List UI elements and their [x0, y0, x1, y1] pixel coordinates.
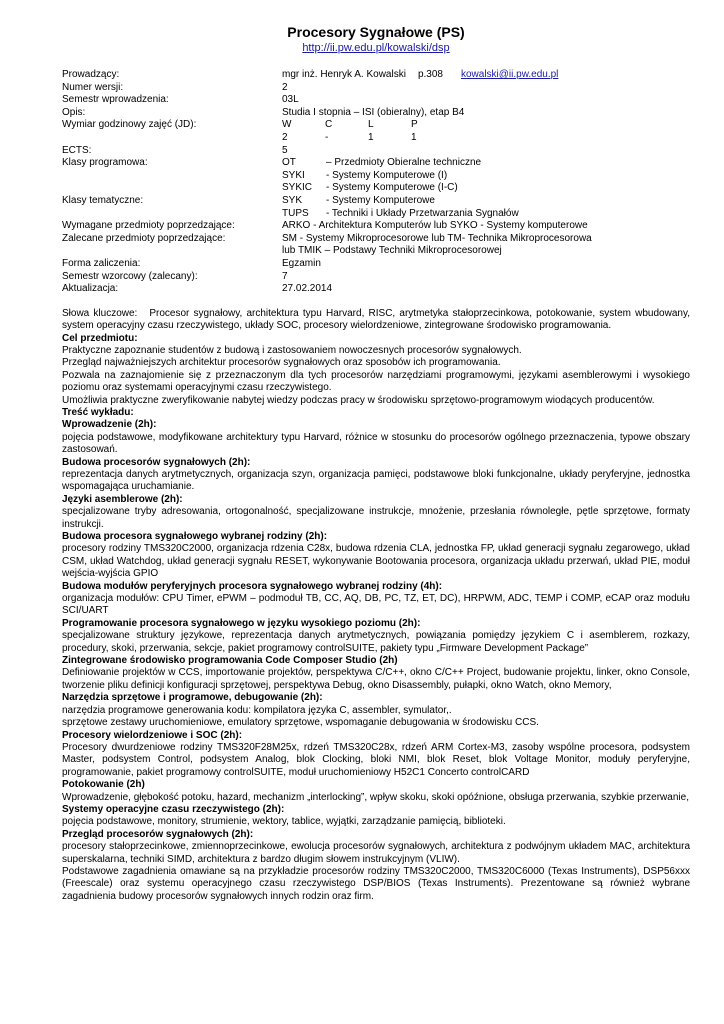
topic-text: sprzętowe zestawy uruchomieniowe, emulatory sprzętowe, wspomaganie debugowania w środowisku CCS.	[62, 717, 539, 729]
meta-row-semestr-wprowadzenia	[62, 94, 690, 107]
course-metadata	[62, 69, 690, 296]
hours-header-c: C	[325, 119, 333, 131]
meta-row-prowadzacy	[62, 69, 690, 82]
class-code: TUPS	[282, 207, 309, 219]
document-page	[62, 24, 690, 903]
topic-heading: Budowa procesora sygnałowego wybranej rodziny (2h):	[62, 531, 328, 542]
topic-text: specjalizowane struktury językowe, reprezentacja danych arytmetycznych, powiązania pomiędzy językiem C i asemblerem, rozkazy, procedury, skoki, przerwania, sekcje, pakiet programowy controlSUITE, pakiety typu „Firmware Development Package”	[62, 630, 690, 654]
meta-label: Opis:	[62, 106, 86, 118]
hours-header-l: L	[368, 119, 374, 131]
meta-value: ARKO - Architektura Komputerów lub SYKO - Systemy komputerowe	[282, 220, 588, 232]
paragraph: Praktyczne zapoznanie studentów z budową i zastosowaniem nowoczesnych procesorów sygnałowych.	[62, 344, 522, 356]
meta-value: 7	[282, 270, 288, 282]
meta-row-aktualizacja	[62, 283, 690, 296]
meta-row-klasy-programowa	[62, 157, 690, 170]
topic-heading: Potokowanie (2h)	[62, 779, 145, 791]
meta-value: 5	[282, 144, 288, 156]
meta-label: Semestr wzorcowy (zalecany):	[62, 270, 198, 282]
meta-label: Wymagane przedmioty poprzedzające:	[62, 220, 235, 232]
meta-value: 03L	[282, 94, 299, 106]
topic-text: narzędzia programowe generowania kodu: kompilatora języka C, assembler, symulator,.	[62, 704, 452, 716]
meta-row-wymiar	[62, 119, 690, 132]
topic-text: Procesory dwurdzeniowe rodziny TMS320F28M25x, rdzeń TMS320C28x, rdzeń ARM Cortex-M3, zasoby wspólne procesora, podsystem Master, podsystem Control, podsystem Analog, blok Clocking, bloki NMI, blok Reset, blok Voltage Monitor, moduły peryferyjne, programowanie, pakiet programowy controlSUITE, moduł uruchomieniowy H52C1 Concerto controlCARD	[62, 741, 690, 778]
instructor-name: mgr inż. Henryk A. Kowalski	[282, 69, 406, 80]
topic-heading: Przegląd procesorów sygnałowych (2h):	[62, 828, 254, 840]
topic-heading: Systemy operacyjne czasu rzeczywistego (2h):	[62, 803, 285, 815]
page-title: Procesory Sygnałowe (PS)	[287, 24, 465, 40]
meta-row-numer	[62, 82, 690, 95]
meta-label: Forma zaliczenia:	[62, 257, 141, 269]
topic-text: reprezentacja danych arytmetycznych, organizacja szyn, organizacja pamięci, podstawowe bloki funkcjonalne, układy peryferyjne, jednostka wspomagająca uruchamianie.	[62, 468, 690, 493]
meta-row-semestr-wzorcowy	[62, 271, 690, 284]
topic-heading: Wprowadzenie (2h):	[62, 419, 157, 431]
meta-row-ects	[62, 145, 690, 158]
topic-heading: Zintegrowane środowisko programowania Code Composer Studio (2h)	[62, 655, 398, 667]
meta-label: Klasy tematyczne:	[62, 194, 144, 206]
meta-label: Numer wersji:	[62, 81, 124, 93]
meta-row-klasy-programowa	[62, 170, 690, 183]
instructor-room: p.308	[417, 69, 443, 80]
instructor-email-link[interactable]: kowalski@ii.pw.edu.pl	[460, 69, 559, 80]
meta-row-klasy-tematyczne	[62, 208, 690, 221]
meta-row-klasy-programowa	[62, 182, 690, 195]
class-desc: - Systemy Komputerowe (I-C)	[326, 182, 458, 194]
meta-label: Prowadzący:	[62, 69, 120, 80]
meta-value: Studia I stopnia – ISI (obieralny), etap B4	[282, 106, 465, 118]
meta-value: Egzamin	[282, 257, 321, 269]
hours-header-p: P	[411, 119, 418, 131]
hours-value-l: 1	[368, 131, 374, 143]
meta-row-zalecane	[62, 233, 690, 246]
topic-text: pojęcia podstawowe, modyfikowane architektury typu Harvard, różnice w stosunku do procesorów ogólnego przeznaczenia, typowe obszary zastosowań.	[62, 431, 690, 456]
topic-heading: Procesory wielordzeniowe i SOC (2h):	[62, 729, 243, 741]
hours-header-w: W	[282, 119, 292, 131]
class-desc: – Przedmioty Obieralne techniczne	[326, 157, 482, 169]
paragraph: Przegląd najważniejszych architektur procesorów sygnałowych oraz sposobów ich programowania.	[62, 357, 501, 369]
meta-row-opis	[62, 107, 690, 120]
topic-heading: Języki asemblerowe (2h):	[62, 493, 183, 505]
topic-text: Wprowadzenie, głębokość potoku, hazard, mechanizm „interlocking”, wpływ skoku, skoki opóźnione, obsługa przerwania, szybkie przerwanie,	[62, 791, 689, 803]
course-url-link[interactable]: http://ii.pw.edu.pl/kowalski/dsp	[302, 42, 450, 54]
class-code: SYK	[282, 194, 303, 206]
meta-row-forma	[62, 258, 690, 271]
keywords-text: Procesor sygnałowy, architektura typu Harvard, RISC, arytmetyka stałoprzecinkowa, potokowanie, system wbudowany, system operacyjny czasu rzeczywistego, układy SOC, procesory wielordzeniowe, zintegrowane środowisko programowania.	[62, 307, 690, 332]
hours-value-c: -	[325, 131, 329, 143]
meta-label: Wymiar godzinowy zajęć (JD):	[62, 119, 197, 131]
paragraph: Umożliwia praktyczne zweryfikowanie nabytej wiedzy podczas pracy w środowisku sprzętowo-programowym wiodących producentów.	[62, 394, 655, 406]
meta-value: SM - Systemy Mikroprocesorowe lub TM- Technika Mikroprocesorowa	[282, 232, 592, 244]
hours-value-w: 2	[282, 131, 288, 143]
topic-heading: Programowanie procesora sygnałowego w języku wysokiego poziomu (2h):	[62, 617, 421, 629]
closing-paragraph: Podstawowe zagadnienia omawiane są na przykładzie procesorów rodziny TMS320C2000, TMS320C6000 (Texas Instruments), DSP56xxx (Freescale) oraz systemu operacyjnego czasu rzeczywistego DSP/BIOS (Texas Instruments). Prezentowane są również wybrane zagadnienia budowy procesorów sygnałowych innych rodzin oraz firm.	[62, 865, 690, 902]
class-desc: - Systemy Komputerowe (I)	[326, 169, 448, 181]
meta-row-wymiar-values	[62, 132, 690, 145]
hours-value-p: 1	[411, 131, 417, 143]
topic-text: procesory stałoprzecinkowe, zmiennoprzecinkowe, ewolucja procesorów sygnałowych, architektura z podwójnym układem MAC, architektura superskalarna, techniki SIMD, architektura z bardzo długim słowem instrukcyjnym (VLIW).	[62, 841, 690, 865]
meta-label: Zalecane przedmioty poprzedzające:	[62, 232, 226, 244]
meta-value: 2	[282, 81, 288, 93]
topic-text: Definiowanie projektów w CCS, importowanie projektów, perspektywa C/C++, okno C/C++ Project, budowanie projektu, linker, okno Console, tworzenie pliku definicji konfiguracji sprzętowej, perspektywa Debug, okno Disassembly, pułapki, okno Watch, okno Memory,	[62, 667, 690, 691]
meta-row-zalecane-cont	[62, 245, 690, 258]
meta-value: lub TMIK – Podstawy Techniki Mikroprocesorowej	[282, 245, 502, 257]
section-heading: Treść wykładu:	[62, 406, 134, 418]
topic-text: organizacja modułów: CPU Timer, ePWM – podmoduł TB, CC, AQ, DB, PC, TZ, ET, DC), HRPWM, ADC, TEMP i COMP, eCAP oraz modułu SCI/UART	[62, 593, 690, 617]
meta-value: 27.02.2014	[282, 283, 333, 295]
topic-heading: Budowa procesorów sygnałowych (2h):	[62, 456, 251, 468]
paragraph: Pozwala na zaznajomienie się z przeznaczonym dla tych procesorów narzędziami programowymi, językami asemblerowymi i wysokiego poziomu oraz systemami operacyjnymi czasu rzeczywistego.	[62, 369, 690, 394]
keywords-label: Słowa kluczowe:	[62, 307, 138, 319]
topic-heading: Budowa modułów peryferyjnych procesora sygnałowego wybranej rodziny (4h):	[62, 580, 443, 592]
class-desc: - Techniki i Układy Przetwarzania Sygnałów	[326, 207, 519, 219]
meta-row-wymagane	[62, 220, 690, 233]
class-code: SYKIC	[282, 182, 313, 194]
topic-text: specjalizowane tryby adresowania, ortogonalność, specjalizowane instrukcje, mnożenie, przesłania równoległe, pętle sprzętowe, formaty instrukcji.	[62, 506, 690, 530]
meta-row-klasy-tematyczne	[62, 195, 690, 208]
course-description	[62, 308, 690, 904]
meta-label: Semestr wprowadzenia:	[62, 94, 169, 106]
class-desc: - Systemy Komputerowe	[326, 194, 435, 206]
topic-heading: Narzędzia sprzętowe i programowe, debugowanie (2h):	[62, 692, 323, 704]
topic-text: procesory rodziny TMS320C2000, organizacja rdzenia C28x, budowa rdzenia CLA, jednostka FP, układ generacji sygnału zegarowego, układ CSM, układ Watchdog, układ generacji sygnału RESET, wykonywanie Bootowania procesora, organizacja układu przerwań, układ PIE, moduł wejścia-wyjścia GPIO	[62, 543, 690, 580]
section-heading: Cel przedmiotu:	[62, 332, 138, 344]
meta-label: Klasy programowa:	[62, 157, 148, 169]
meta-label: Aktualizacja:	[62, 283, 119, 295]
meta-label: ECTS:	[62, 144, 92, 156]
class-code: OT	[282, 157, 296, 169]
keywords-paragraph	[62, 308, 690, 333]
class-code: SYKI	[282, 169, 305, 181]
topic-text: pojęcia podstawowe, monitory, strumienie, wektory, tablice, wyjątki, zarządzanie pamięcią, biblioteki.	[62, 816, 506, 828]
